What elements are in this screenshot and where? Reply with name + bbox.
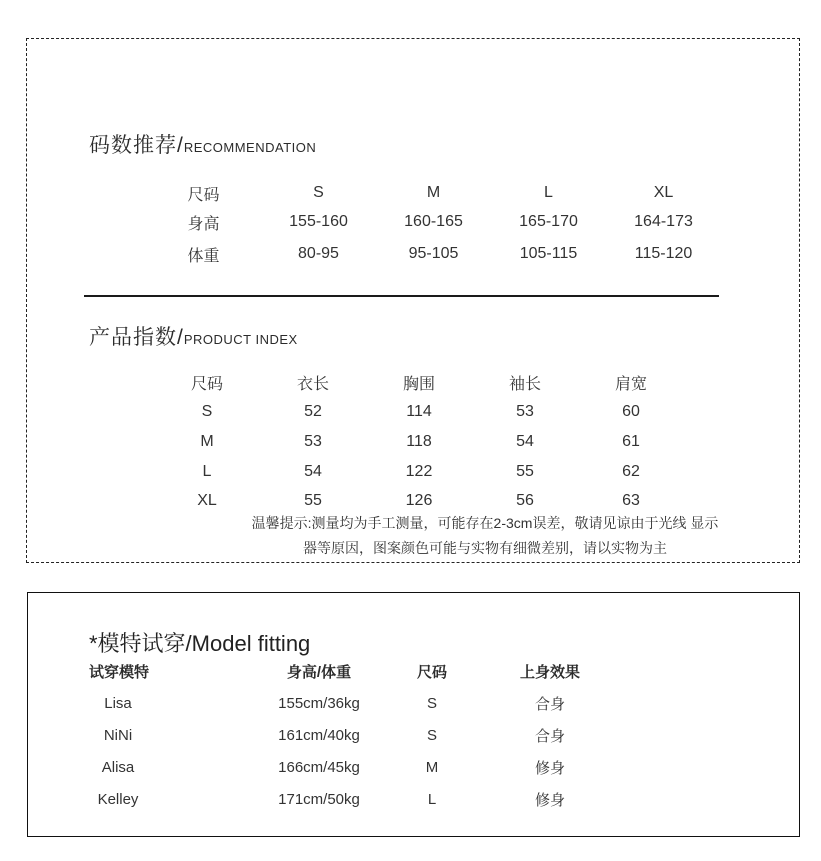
header-cell: 胸围 bbox=[402, 376, 435, 394]
table-cell: 54 bbox=[304, 462, 322, 480]
height-weight-value: 161cm/40kg bbox=[278, 726, 360, 744]
recommendation-title-en: RECOMMENDATION bbox=[183, 140, 317, 155]
header-cell: 尺码 bbox=[416, 663, 447, 681]
table-cell: 105-115 bbox=[519, 245, 578, 262]
measurement-note bbox=[177, 511, 793, 561]
table-cell: 126 bbox=[405, 492, 433, 510]
product-index-table bbox=[154, 368, 684, 516]
measurement-note-line2: 器等原因，图案颜色可能与实物有细微差别，请以实物为主 bbox=[303, 540, 667, 556]
section-divider bbox=[84, 295, 719, 297]
product-index-title bbox=[89, 321, 298, 351]
table-cell: 52 bbox=[304, 403, 322, 421]
row-label: L bbox=[202, 462, 212, 480]
effect-value: 修身 bbox=[534, 791, 565, 809]
size-recommendation-section bbox=[26, 38, 800, 563]
table-cell: 53 bbox=[304, 432, 322, 450]
size-recommendation-table bbox=[146, 179, 721, 271]
table-cell: 63 bbox=[622, 492, 640, 510]
size-value: S bbox=[426, 726, 437, 744]
header-cell: XL bbox=[653, 184, 674, 201]
header-cell: 上身效果 bbox=[519, 663, 580, 681]
table-cell: 61 bbox=[622, 432, 640, 450]
size-value: M bbox=[425, 758, 439, 776]
model-column bbox=[53, 655, 183, 815]
row-label: S bbox=[201, 403, 213, 421]
table-cell: 115-120 bbox=[634, 245, 693, 262]
product-index-title-en: PRODUCT INDEX bbox=[183, 332, 298, 347]
header-cell: 尺码 bbox=[187, 186, 220, 204]
table-cell: 95-105 bbox=[408, 245, 459, 262]
header-cell: M bbox=[426, 184, 441, 201]
size-value: L bbox=[427, 790, 437, 808]
size-value: S bbox=[426, 694, 437, 712]
header-cell: L bbox=[544, 184, 553, 201]
header-cell: S bbox=[313, 184, 324, 201]
table-cell: 56 bbox=[516, 492, 534, 510]
height-weight-value: 155cm/36kg bbox=[278, 694, 360, 712]
effect-value: 修身 bbox=[534, 759, 565, 777]
row-label: XL bbox=[197, 492, 217, 510]
header-cell: 身高/体重 bbox=[286, 663, 352, 681]
height-weight-value: 166cm/45kg bbox=[278, 758, 360, 776]
model-fitting-title: *模特试穿/Model fitting bbox=[89, 631, 311, 656]
row-label: M bbox=[200, 432, 214, 450]
header-cell: 肩宽 bbox=[614, 376, 647, 394]
header-cell: 尺码 bbox=[190, 376, 223, 394]
model-name: Alisa bbox=[101, 758, 135, 776]
recommendation-title bbox=[89, 129, 316, 159]
model-name: Lisa bbox=[104, 694, 132, 712]
measurement-note-line1: 温馨提示:测量均为手工测量，可能存在2-3cm误差，敬请见谅由于光线 显示 bbox=[251, 515, 719, 531]
model-name: NiNi bbox=[103, 726, 133, 744]
size-column bbox=[372, 655, 492, 815]
row-label: 体重 bbox=[187, 247, 220, 265]
table-cell: 55 bbox=[516, 462, 534, 480]
table-cell: 55 bbox=[304, 492, 322, 510]
table-cell: 122 bbox=[405, 462, 433, 480]
table-cell: 155-160 bbox=[289, 213, 348, 230]
table-cell: 60 bbox=[622, 403, 640, 421]
table-cell: 54 bbox=[516, 432, 534, 450]
table-cell: 53 bbox=[516, 403, 534, 421]
effect-column bbox=[480, 655, 620, 815]
table-cell: 62 bbox=[622, 462, 640, 480]
row-label: 身高 bbox=[187, 215, 220, 233]
product-index-title-zh: 产品指数/ bbox=[89, 326, 184, 349]
effect-value: 合身 bbox=[534, 727, 565, 745]
effect-value: 合身 bbox=[534, 695, 565, 713]
height-weight-value: 171cm/50kg bbox=[278, 790, 360, 808]
recommendation-title-zh: 码数推荐/ bbox=[89, 134, 184, 157]
header-cell: 试穿模特 bbox=[89, 663, 150, 681]
model-name: Kelley bbox=[97, 790, 139, 808]
table-cell: 165-170 bbox=[519, 213, 578, 230]
header-cell: 衣长 bbox=[296, 376, 329, 394]
model-fitting-section bbox=[27, 592, 800, 837]
table-cell: 164-173 bbox=[634, 213, 693, 230]
table-cell: 80-95 bbox=[298, 245, 339, 262]
table-cell: 160-165 bbox=[404, 213, 463, 230]
table-cell: 118 bbox=[406, 432, 432, 450]
header-cell: 袖长 bbox=[508, 376, 541, 394]
table-cell: 114 bbox=[406, 403, 432, 421]
